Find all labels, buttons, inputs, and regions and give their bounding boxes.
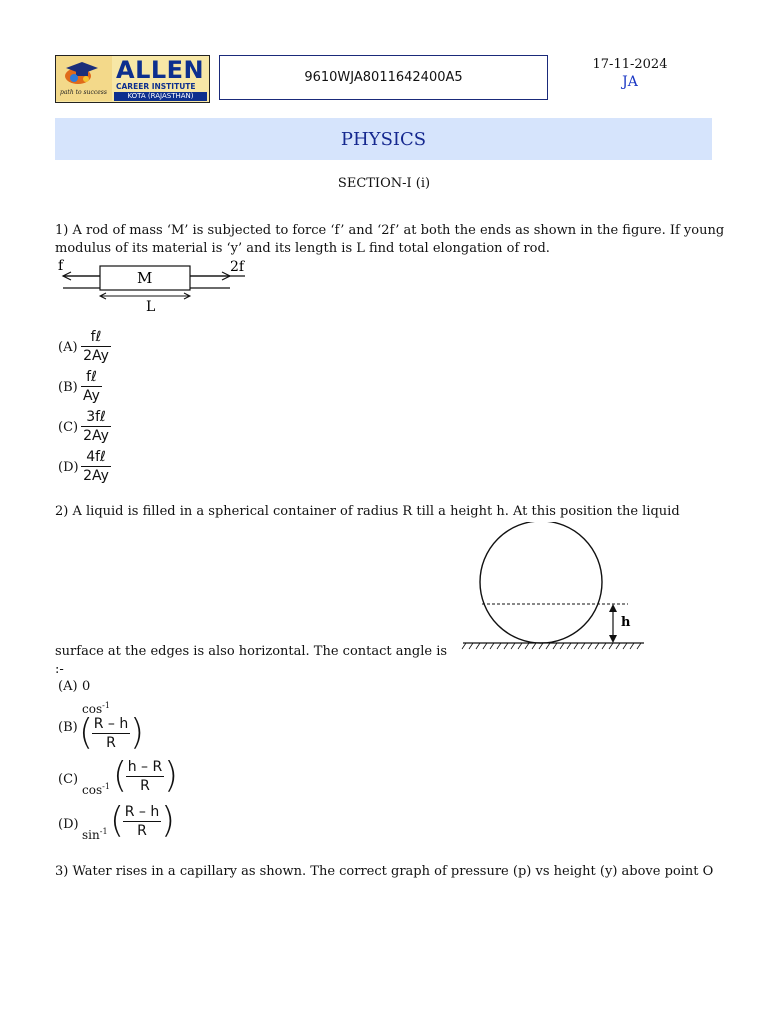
institute-logo: [55, 55, 210, 103]
function-name: cos: [82, 702, 103, 716]
section-title: SECTION-I (i): [337, 176, 431, 191]
option-a-fraction[interactable]: [81, 328, 111, 365]
exam-date: 17-11-2024: [592, 57, 668, 72]
option-d-label[interactable]: (D): [58, 460, 79, 475]
numerator: fℓ: [90, 329, 102, 345]
question-1-line-2: modulus of its material is ‘y’ and its length is L find total elongation of rod.: [55, 241, 550, 256]
option-d-fraction[interactable]: [123, 803, 161, 840]
left-paren: (: [79, 712, 94, 753]
right-paren: ): [164, 755, 179, 796]
subject-banner: [55, 118, 712, 160]
spherical-container-figure: [458, 522, 648, 652]
denominator: 2Ay: [83, 428, 109, 444]
numerator: 4fℓ: [86, 449, 106, 465]
option-b-fraction[interactable]: [92, 715, 130, 752]
option-c-label[interactable]: (C): [58, 420, 79, 435]
logo-subtitle: CAREER INSTITUTE: [116, 82, 196, 91]
function-name: cos: [82, 783, 103, 797]
batch-code: JA: [622, 74, 638, 90]
question-2-line-2: surface at the edges is also horizontal. The contact angle is :-: [55, 644, 448, 677]
logo-brand: ALLEN: [116, 56, 205, 84]
function-power: -1: [102, 701, 110, 710]
logo-city: KOTA (RAJASTHAN): [114, 92, 207, 101]
logo-emblem: [56, 56, 112, 101]
right-paren: ): [161, 800, 176, 841]
denominator: R: [137, 823, 147, 839]
question-3-line-1: Water rises in a capillary as shown. The correct graph of pressure (p) vs height (y) above point O: [72, 864, 714, 879]
mass-label: M: [137, 269, 153, 287]
graduation-cap-icon: [56, 56, 112, 88]
option-c-fraction[interactable]: [126, 758, 164, 795]
option-b-fraction[interactable]: [81, 368, 102, 405]
height-label: h: [621, 615, 631, 630]
option-a-label[interactable]: (A): [58, 679, 78, 694]
right-force-label: 2f: [230, 259, 245, 275]
function-name: sin: [82, 828, 100, 842]
numerator: fℓ: [86, 369, 97, 385]
paper-code-box: [219, 55, 548, 100]
question-2-text: [55, 503, 725, 521]
left-paren: (: [110, 800, 125, 841]
question-number: 1): [55, 223, 69, 238]
numerator: 3fℓ: [86, 409, 106, 425]
numerator: R – h: [93, 716, 129, 732]
left-paren: (: [113, 755, 128, 796]
option-d-function: [82, 827, 108, 842]
logo-tagline: path to success: [60, 89, 107, 96]
left-force-label: f: [58, 258, 64, 274]
question-number: 3): [55, 864, 69, 879]
option-a-value[interactable]: 0: [82, 679, 91, 694]
question-2-line-1: A liquid is filled in a spherical container of radius R till a height h. At this position the liquid: [72, 504, 680, 519]
question-number: 2): [55, 504, 69, 519]
question-1-line-1: A rod of mass ‘M’ is subjected to force ‘f’ and ‘2f’ at both the ends as shown in the figure. If young: [72, 223, 725, 238]
denominator: R: [140, 778, 150, 794]
denominator: R: [106, 735, 116, 751]
function-power: -1: [99, 827, 108, 836]
option-d-fraction[interactable]: [81, 448, 111, 485]
right-paren: ): [130, 712, 145, 753]
option-b-label[interactable]: (B): [58, 720, 78, 735]
function-power: -1: [102, 782, 110, 791]
numerator: R – h: [124, 804, 160, 820]
denominator: 2Ay: [83, 348, 109, 364]
paper-code: 9610WJA8011642400A5: [304, 70, 463, 85]
denominator: 2Ay: [83, 468, 109, 484]
question-1-text: [55, 222, 725, 258]
option-c-label[interactable]: (C): [58, 772, 79, 787]
option-c-fraction[interactable]: [81, 408, 111, 445]
denominator: Ay: [83, 388, 100, 404]
length-label: L: [146, 299, 156, 315]
numerator: h – R: [127, 759, 163, 775]
option-b-label[interactable]: (B): [58, 380, 78, 395]
option-d-label[interactable]: (D): [58, 817, 79, 832]
question-3-text: [55, 863, 745, 881]
subject-title: PHYSICS: [340, 128, 427, 150]
rod-force-figure: [55, 258, 250, 316]
option-a-label[interactable]: (A): [58, 340, 78, 355]
option-c-function: [82, 782, 110, 797]
